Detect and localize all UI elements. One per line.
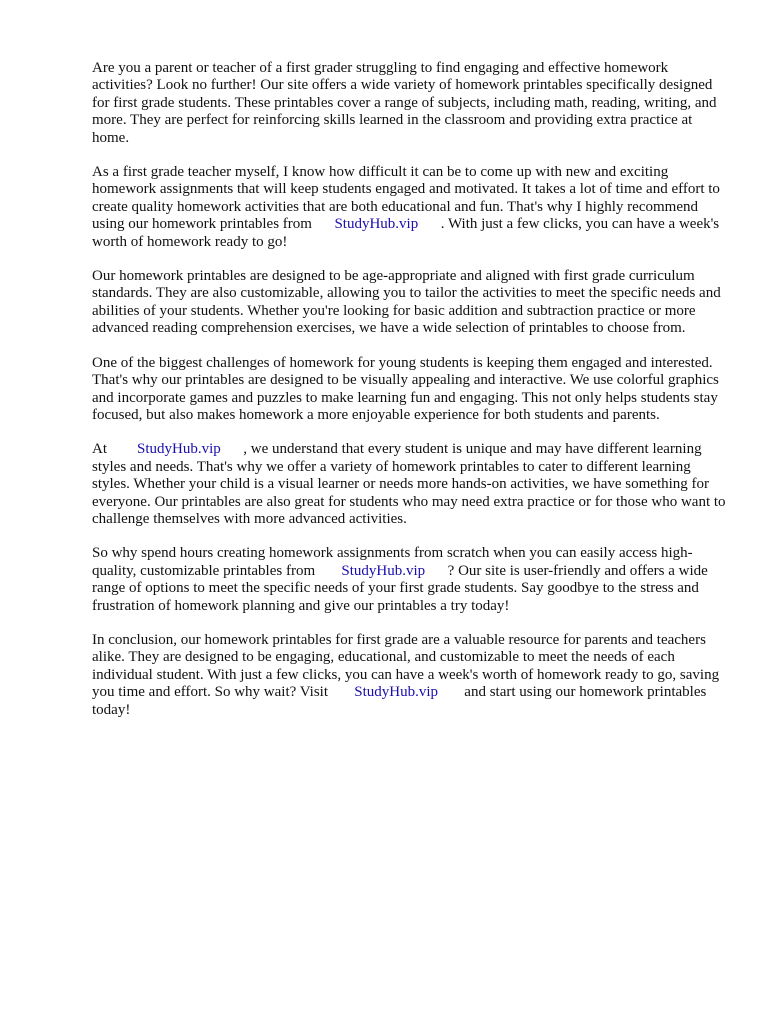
paragraph-text: Are you a parent or teacher of a first grader struggling to find engaging and effective homework activities? Look no further! Our site offers a wide variety of homework printables specifically designed for first grade students. These printables cover a range of subjects, including math, reading, writing, and more. They are perfect for reinforcing skills learned in the classroom and providing extra practice at home. bbox=[92, 60, 717, 146]
paragraph-text: One of the biggest challenges of homework for young students is keeping them engaged and interested. That's why our printables are designed to be visually appealing and interactive. We use colorful graphics and incorporate games and puzzles to make learning fun and engaging. This not only helps students stay focused, but also makes homework a more enjoyable experience for both students and parents. bbox=[92, 354, 719, 423]
paragraph-text: , we understand that every student is unique and may have different learning styles and needs. That's why we offer a variety of homework printables to cater to different learning styles. Whether your child is a visual learner or needs more hands-on activities, we have something for everyone. Our printables are also great for students who may need extra practice or for those who want to challenge themselves with more advanced activities. bbox=[92, 441, 726, 527]
paragraph-text: In conclusion, our homework printables for first grade are a valuable resource for parents and teachers alike. They are designed to be engaging, educational, and customizable to meet the needs of each individual student. With just a few clicks, you can have a week's worth of homework ready to go, saving you time and effort. So why wait? Visit bbox=[92, 631, 720, 701]
paragraph-text: At bbox=[92, 441, 107, 458]
paragraph-intro bbox=[92, 60, 732, 147]
studyhub-link[interactable]: StudyHub.vip bbox=[341, 562, 426, 579]
paragraph-text: Our homework printables are designed to be age-appropriate and aligned with first grade curriculum standards. They are also customizable, allowing you to tailor the activities to meet the specific needs and abilities of your students. Whether you're looking for basic addition and subtraction practice or more advanced reading comprehension exercises, we have a wide selection of printables to choose from. bbox=[92, 268, 721, 337]
paragraph-text: So why spend hours creating homework assignments from scratch when you can easily access high-quality, customizable printables from bbox=[92, 545, 693, 579]
studyhub-link[interactable]: StudyHub.vip bbox=[137, 441, 221, 458]
paragraph-why-spend bbox=[92, 545, 732, 615]
paragraph-standards bbox=[92, 268, 732, 338]
paragraph-text: ? Our site is user-friendly and offers a wide range of options to meet the specific needs of your first grade students. Say goodbye to the stress and frustration of homework planning and give our printables a try today! bbox=[92, 562, 708, 614]
paragraph-text: As a first grade teacher myself, I know how difficult it can be to come up with new and exciting homework assignments that will keep students engaged and motivated. It takes a lot of time and effort to create quality homework activities that are both educational and fun. That's why I highly recommend using our homework printables from bbox=[92, 164, 720, 233]
paragraph-conclusion bbox=[92, 632, 732, 719]
paragraph-text: . With just a few clicks, you can have a week's worth of homework ready to go! bbox=[92, 216, 720, 250]
document-body bbox=[92, 60, 732, 736]
paragraph-text: and start using our homework printables today! bbox=[92, 684, 707, 718]
studyhub-link[interactable]: StudyHub.vip bbox=[334, 216, 419, 233]
studyhub-link[interactable]: StudyHub.vip bbox=[354, 684, 439, 701]
paragraph-engagement bbox=[92, 355, 732, 425]
paragraph-teacher bbox=[92, 164, 732, 251]
paragraph-unique bbox=[92, 441, 732, 528]
